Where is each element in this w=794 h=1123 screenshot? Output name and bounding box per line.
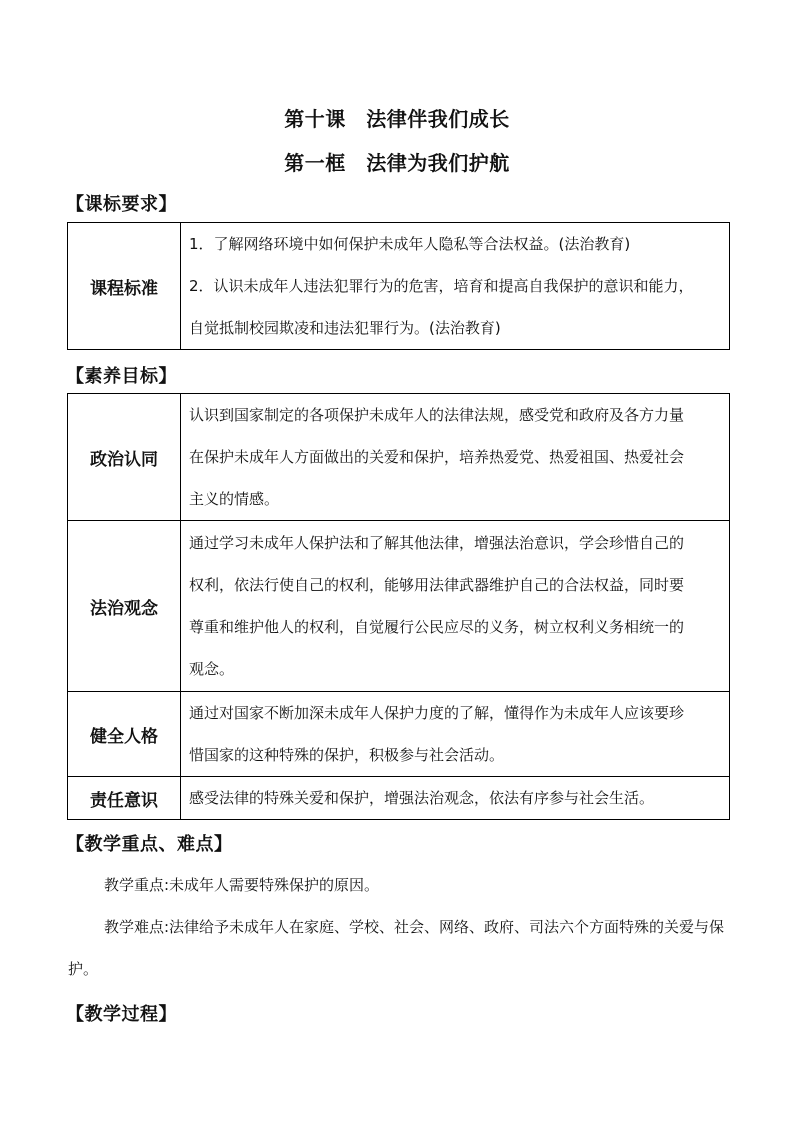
- literacy-row-political: [68, 394, 730, 521]
- literacy-row-personality: [68, 692, 730, 777]
- literacy-row-legal: [68, 521, 730, 692]
- literacy-content-political: [181, 394, 730, 521]
- key-point-paragraph: 教学重点:未成年人需要特殊保护的原因。: [104, 876, 380, 894]
- literacy-line: 在保护未成年人方面做出的关爱和保护，培养热爱党、热爱祖国、热爱社会: [189, 448, 685, 466]
- literacy-label-political: 政治认同: [68, 394, 181, 521]
- literacy-line: 通过学习未成年人保护法和了解其他法律，增强法治意识，学会珍惜自己的: [189, 534, 685, 552]
- difficult-point-paragraph: 教学难点:法律给予未成年人在家庭、学校、社会、网络、政府、司法六个方面特殊的关爱与保护。: [68, 918, 725, 978]
- curriculum-line-3: 自觉抵制校园欺凌和违法犯罪行为。(法治教育): [189, 319, 501, 337]
- curriculum-row: [68, 223, 730, 350]
- curriculum-line-1: 1．了解网络环境中如何保护未成年人隐私等合法权益。(法治教育): [189, 235, 631, 253]
- literacy-content-legal: [181, 521, 730, 692]
- curriculum-label: 课程标准: [68, 223, 181, 350]
- literacy-row-responsibility: [68, 777, 730, 820]
- literacy-line: 认识到国家制定的各项保护未成年人的法律法规，感受党和政府及各方力量: [189, 406, 685, 424]
- literacy-line: 惜国家的这种特殊的保护，积极参与社会活动。: [189, 746, 505, 764]
- lesson-title: 第十课 法律伴我们成长: [284, 107, 510, 131]
- literacy-content-responsibility: [181, 777, 730, 820]
- literacy-line: 权利，依法行使自己的权利，能够用法律武器维护自己的合法权益，同时要: [189, 576, 685, 594]
- process-heading: 【教学过程】: [66, 1004, 177, 1025]
- literacy-table: [67, 393, 730, 820]
- curriculum-content: [181, 223, 730, 350]
- literacy-line: 尊重和维护他人的权利，自觉履行公民应尽的义务，树立权利义务相统一的: [189, 618, 685, 636]
- literacy-line: 观念。: [189, 660, 235, 678]
- literacy-label-personality: 健全人格: [68, 692, 181, 777]
- section-title: 第一框 法律为我们护航: [284, 151, 510, 175]
- curriculum-table: [67, 222, 730, 350]
- literacy-content-personality: [181, 692, 730, 777]
- curriculum-heading: 【课标要求】: [66, 194, 177, 215]
- literacy-heading: 【素养目标】: [66, 366, 177, 387]
- literacy-line: 主义的情感。: [189, 490, 280, 508]
- literacy-line: 通过对国家不断加深未成年人保护力度的了解，懂得作为未成年人应该要珍: [189, 704, 685, 722]
- keypoints-heading: 【教学重点、难点】: [66, 834, 233, 855]
- literacy-label-legal: 法治观念: [68, 521, 181, 692]
- literacy-label-responsibility: 责任意识: [68, 777, 181, 820]
- curriculum-line-2: 2．认识未成年人违法犯罪行为的危害，培育和提高自我保护的意识和能力，: [189, 277, 694, 295]
- literacy-line: 感受法律的特殊关爱和保护，增强法治观念，依法有序参与社会生活。: [189, 789, 655, 807]
